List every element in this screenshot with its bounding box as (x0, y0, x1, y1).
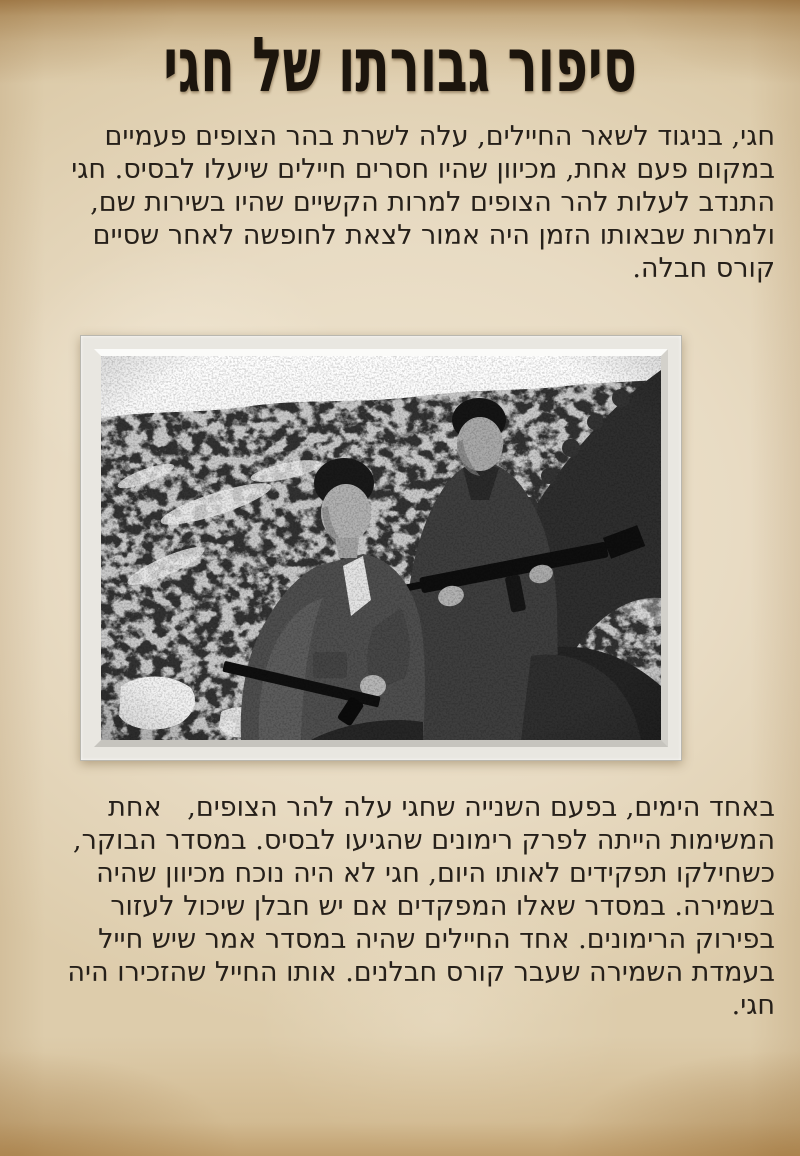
vignette (101, 356, 661, 740)
photo-bevel (94, 349, 668, 747)
soldiers-photo (101, 356, 661, 740)
photo-frame (80, 335, 682, 761)
page-title: סיפור גבורתו של חגי (163, 20, 637, 109)
paragraph-bottom: באחד הימים, בפעם השנייה שחגי עלה להר הצופים, אחת המשימות הייתה לפרק רימונים שהגיעו לבסיס. במסדר הבוקר, כשחילקו תפקידים לאותו היום, חגי לא היה נוכח מכיוון שהיה בשמירה. במסדר שאלו המפקדים אם יש חבלן שיכול לעזור בפירוק הרימונים. אחד החיילים שהיה במסדר אמר שיש חייל בעמדת השמירה שעבר קורס חבלנים. אותו החייל שהזכירו היה חגי. (58, 792, 775, 1021)
soldiers-photo-illustration (101, 356, 661, 740)
paragraph-top: חגי, בניגוד לשאר החיילים, עלה לשרת בהר הצופים פעמיים במקום פעם אחת, מכיוון שהיו חסרים חיילים שיעלו לבסיס. חגי התנדב לעלות להר הצופים למרות הקשיים שהיו בשירות שם, ולמרות שבאותו הזמן היה אמור לצאת לחופשה לאחר שסיים קורס חבלה. (62, 121, 775, 284)
